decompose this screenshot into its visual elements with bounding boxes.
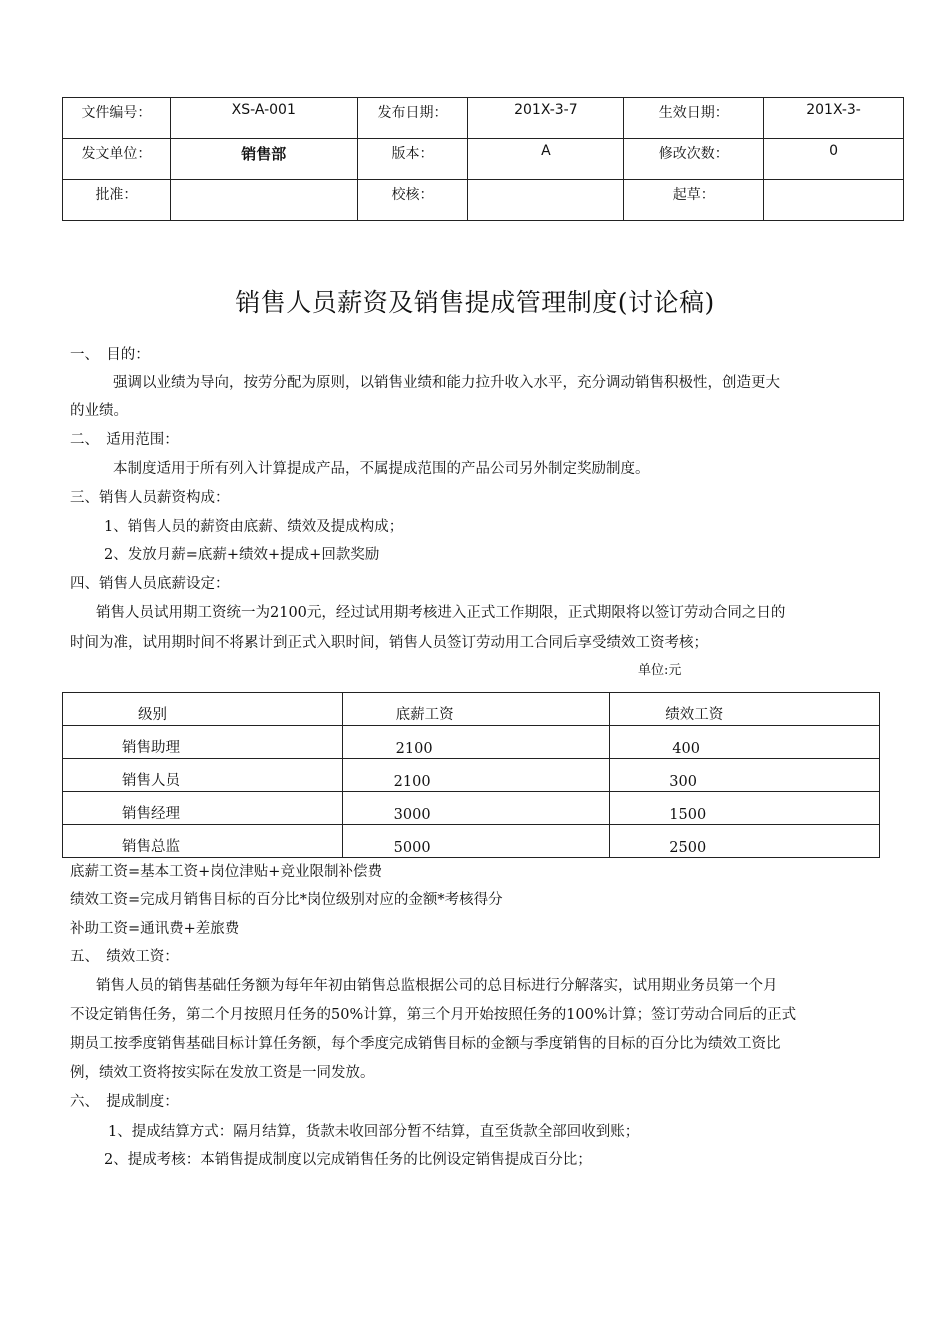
sec6-heading: 六、 提成制度： xyxy=(70,1094,179,1110)
approve-value xyxy=(170,180,357,221)
col-level-header: 级别 xyxy=(63,693,343,726)
version-label: 版本： xyxy=(357,139,468,180)
effective-date-label: 生效日期： xyxy=(624,98,764,139)
salary-header-row xyxy=(63,693,880,726)
publish-date-label: 发布日期： xyxy=(357,98,468,139)
table-row xyxy=(63,825,880,858)
draft-value xyxy=(764,180,904,221)
table-row xyxy=(63,792,880,825)
document-title: 销售人员薪资及销售提成管理制度(讨论稿) xyxy=(235,288,715,317)
sec6-item2: 2、提成考核：本销售提成制度以完成销售任务的比例设定销售提成百分比； xyxy=(104,1152,592,1168)
salary-table xyxy=(62,692,880,858)
sec1-line1: 强调以业绩为导向，按劳分配为原则，以销售业绩和能力拉升收入水平，充分调动销售积极性，创造更大 xyxy=(113,375,780,391)
note-performance: 绩效工资=完成月销售目标的百分比*岗位级别对应的金额*考核得分 xyxy=(70,892,503,908)
sec5-line1: 销售人员的销售基础任务额为每年年初由销售总监根据公司的总目标进行分解落实，试用期业务员第一个月 xyxy=(96,978,778,994)
sec5-line2: 不设定销售任务，第二个月按照月任务的50%计算，第三个月开始按照任务的100%计算；签订劳动合同后的正式 xyxy=(70,1007,797,1023)
publish-date-value: 201X-3-7 xyxy=(468,98,624,139)
level-cell: 销售总监 xyxy=(63,825,343,858)
table-row xyxy=(63,759,880,792)
perf-cell: 300 xyxy=(610,759,880,792)
header-row-1 xyxy=(63,98,904,139)
sec5-line3: 期员工按季度销售基础目标计算任务额，每个季度完成销售目标的金额与季度销售的目标的百分比为绩效工资比 xyxy=(70,1036,781,1052)
note-allowance: 补助工资=通讯费+差旅费 xyxy=(70,921,240,937)
sec4-line2: 时间为准，试用期时间不将累计到正式入职时间，销售人员签订劳动用工合同后享受绩效工资考核； xyxy=(70,635,708,651)
header-row-2 xyxy=(63,139,904,180)
file-no-label: 文件编号： xyxy=(63,98,171,139)
file-no-value: XS-A-001 xyxy=(170,98,357,139)
sec3-heading: 三、销售人员薪资构成： xyxy=(70,490,230,506)
note-base-salary: 底薪工资=基本工资+岗位津贴+竞业限制补偿费 xyxy=(70,864,382,880)
base-cell: 3000 xyxy=(342,792,610,825)
sec4-heading: 四、销售人员底薪设定： xyxy=(70,576,230,592)
issuer-label: 发文单位： xyxy=(63,139,171,180)
approve-label: 批准： xyxy=(63,180,171,221)
check-label: 校核： xyxy=(357,180,468,221)
sec2-heading: 二、 适用范围： xyxy=(70,432,179,448)
unit-label: 单位:元 xyxy=(638,663,682,678)
sec3-item1: 1、销售人员的薪资由底薪、绩效及提成构成； xyxy=(104,519,404,535)
sec3-item2: 2、发放月薪=底薪+绩效+提成+回款奖励 xyxy=(104,547,380,563)
sec5-line4: 例，绩效工资将按实际在发放工资是一同发放。 xyxy=(70,1065,375,1081)
sec5-heading: 五、 绩效工资： xyxy=(70,949,179,965)
sec1-heading: 一、 目的： xyxy=(70,347,150,363)
base-cell: 2100 xyxy=(342,726,610,759)
base-cell: 2100 xyxy=(342,759,610,792)
sec1-line2: 的业绩。 xyxy=(70,403,128,419)
perf-cell: 1500 xyxy=(610,792,880,825)
level-cell: 销售助理 xyxy=(63,726,343,759)
revisions-label: 修改次数： xyxy=(624,139,764,180)
level-cell: 销售经理 xyxy=(63,792,343,825)
revisions-value: 0 xyxy=(764,139,904,180)
version-value: A xyxy=(468,139,624,180)
sec4-line1: 销售人员试用期工资统一为2100元，经过试用期考核进入正式工作期限，正式期限将以签订劳动合同之日的 xyxy=(96,605,786,621)
perf-cell: 400 xyxy=(610,726,880,759)
sec2-line1: 本制度适用于所有列入计算提成产品，不属提成范围的产品公司另外制定奖励制度。 xyxy=(113,461,650,477)
check-value xyxy=(468,180,624,221)
col-perf-header: 绩效工资 xyxy=(610,693,880,726)
table-row xyxy=(63,726,880,759)
sec6-item1: 1、提成结算方式：隔月结算，货款未收回部分暂不结算，直至货款全部回收到账； xyxy=(108,1124,640,1140)
base-cell: 5000 xyxy=(342,825,610,858)
issuer-value: 销售部 xyxy=(170,139,357,180)
level-cell: 销售人员 xyxy=(63,759,343,792)
col-base-header: 底薪工资 xyxy=(342,693,610,726)
perf-cell: 2500 xyxy=(610,825,880,858)
header-row-3 xyxy=(63,180,904,221)
document-control-table xyxy=(62,97,904,221)
effective-date-value: 201X-3- xyxy=(764,98,904,139)
draft-label: 起草： xyxy=(624,180,764,221)
